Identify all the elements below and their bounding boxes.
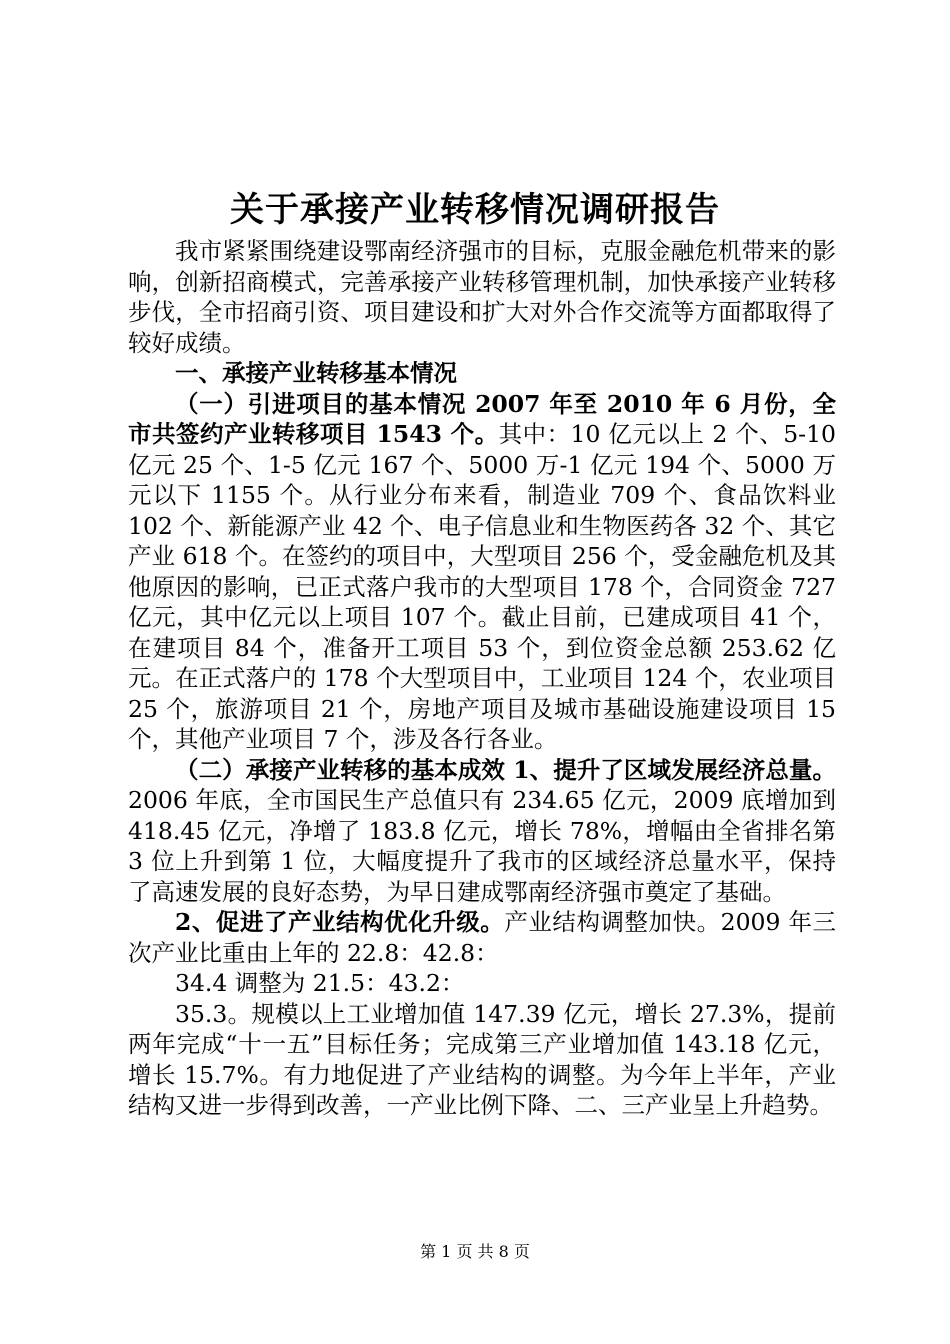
subsection-2-text: 2006 年底，全市国民生产总值只有 234.65 亿元，2009 底增加到 418.45 亿元，净增了 183.8 亿元，增长 78%，增幅由全省排名第 3 位上升到第 1 位，大幅度提升了我市的区域经济总量水平，保持了高速发展的良好态势，为早日建成鄂南经济强市奠定了基础。 <box>128 786 836 906</box>
subsection-1-text: 其中：10 亿元以上 2 个、5-10 亿元 25 个、1-5 亿元 167 个、5000 万-1 亿元 194 个、5000 万元以下 1155 个。从行业分布来看，制造业 709 个、食品饮料业 102 个、新能源产业 42 个、电子信息业和生物医药各 32 个、其它产业 618 个。在签约的项目中，大型项目 256 个，受金融危机及其他原因的影响，已正式落户我市的大型项目 178 个，合同资金 727 亿元，其中亿元以上项目 107 个。截止目前，已建成项目 41 个，在建项目 84 个，准备开工项目 53 个，到位资金总额 253.62 亿元。在正式落户的 178 个大型项目中，工业项目 124 个，农业项目 25 个，旅游项目 21 个，房地产项目及城市基础设施建设项目 15 个，其他产业项目 7 个，涉及各行各业。 <box>128 420 836 753</box>
page-footer: 第 1 页 共 8 页 <box>420 1242 530 1261</box>
section-heading: 一、承接产业转移基本情况 <box>175 359 457 387</box>
subsection-2-heading: （二）承接产业转移的基本成效 1、提升了区域发展经济总量。 <box>175 755 836 784</box>
subsection-1-heading: （一）引进项目的基本情况 2007 年至 2010 年 6 月份，全市共签约产业转移项目 1543 个。 <box>128 389 836 448</box>
point-2-heading: 2、促进了产业结构优化升级。 <box>175 908 505 936</box>
subsection-1-paragraph <box>128 389 836 755</box>
document-title: 关于承接产业转移情况调研报告 <box>230 190 720 230</box>
point-2-text: 产业结构调整加快。2009 年三次产业比重由上年的 22.8：42.8： <box>128 908 836 967</box>
ratio-line: 34.4 调整为 21.5：43.2： <box>175 969 465 997</box>
closing-paragraph: 35.3。规模以上工业增加值 147.39 亿元，增长 27.3%，提前两年完成“十一五”目标任务；完成第三产业增加值 143.18 亿元，增长 15.7%。有力地促进了产业结构的调整。为今年上半年，产业结构又进一步得到改善，一产业比例下降、二、三产业呈上升趋势。 <box>128 999 836 1119</box>
point-2-paragraph <box>128 907 836 968</box>
document-body <box>128 236 836 1121</box>
subsection-2-paragraph <box>128 755 836 908</box>
intro-paragraph: 我市紧紧围绕建设鄂南经济强市的目标，克服金融危机带来的影响，创新招商模式，完善承接产业转移管理机制，加快承接产业转移步伐，全市招商引资、项目建设和扩大对外合作交流等方面都取得了较好成绩。 <box>128 237 836 357</box>
